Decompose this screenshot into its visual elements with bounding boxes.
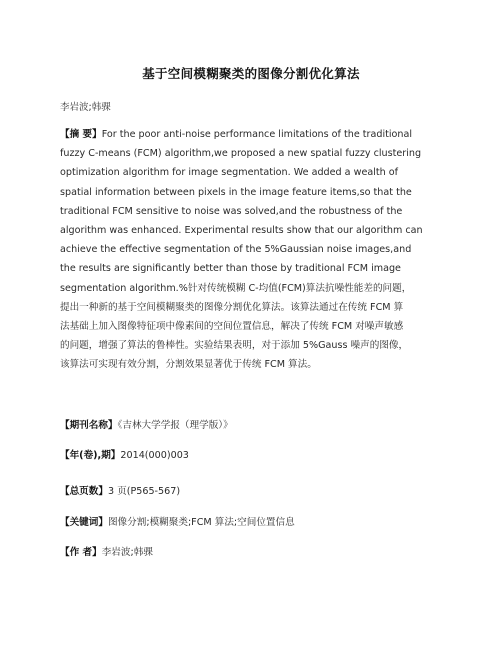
keywords-label: 【关键词】 (60, 517, 108, 528)
author-field (60, 544, 153, 558)
pages-value: 3 页(P565-567) (107, 486, 181, 497)
pages-label: 【总页数】 (60, 486, 108, 497)
abstract-text: For the poor anti-noise performance limitations of the traditional (101, 129, 413, 140)
abstract-line: traditional FCM sensitive to noise was solved,and the robustness of the (60, 205, 403, 217)
pages-field (60, 483, 180, 497)
abstract-line: 法基础上加入图像特征项中像素间的空间位置信息，解决了传统 FCM 对噪声敏感 (60, 321, 404, 333)
abstract-line: optimization algorithm for image segmentation. We added a wealth of (60, 167, 399, 179)
author-label: 【作 者】 (60, 547, 102, 558)
abstract-line: algorithm was enhanced. Experimental results show that our algorithm can (60, 225, 423, 237)
abstract-line: spatial information between pixels in the image feature items,so that the (60, 186, 412, 198)
issue-field (60, 447, 189, 461)
journal-field (60, 417, 233, 431)
abstract-line: segmentation algorithm.%针对传统模糊 C-均值(FCM)算法抗噪性能差的问题， (60, 282, 412, 294)
issue-label: 【年(卷),期】 (60, 450, 121, 461)
abstract-line: 的问题，增强了算法的鲁棒性。实验结果表明，对于添加 5%Gauss 噪声的图像， (60, 340, 409, 352)
abstract-line: 该算法可实现有效分割，分割效果显著优于传统 FCM 算法。 (60, 359, 317, 371)
abstract-line (60, 125, 442, 144)
journal-label: 【期刊名称】 (60, 420, 118, 431)
keywords-value: 图像分割;模糊聚类;FCM 算法;空间位置信息 (107, 517, 295, 528)
author-value: 李岩波;韩骒 (101, 547, 153, 558)
abstract-block (60, 125, 442, 375)
paper-authors: 李岩波;韩骒 (60, 102, 111, 113)
paper-title: 基于空间模糊聚类的图像分割优化算法 (142, 66, 360, 81)
abstract-line: achieve the effective segmentation of the 5%Gaussian noise images,and (60, 244, 412, 256)
abstract-line: fuzzy C-means (FCM) algorithm,we proposed a new spatial fuzzy clustering (60, 148, 422, 160)
abstract-label: 【摘 要】 (60, 129, 102, 140)
abstract-line: 提出一种新的基于空间模糊聚类的图像分割优化算法。该算法通过在传统 FCM 算 (60, 301, 404, 313)
abstract-line: the results are significantly better than those by traditional FCM image (60, 263, 401, 275)
journal-value: 《吉林大学学报（理学版）》 (117, 420, 233, 431)
issue-value: 2014(000)003 (120, 450, 189, 461)
keywords-field (60, 514, 295, 528)
